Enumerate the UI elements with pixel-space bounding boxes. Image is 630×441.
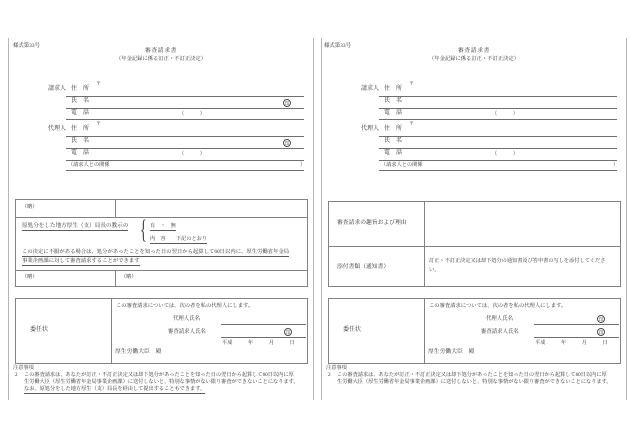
- poa-claimant-name-line: [534, 337, 619, 338]
- poa-table: [328, 298, 621, 364]
- address-label: 住 所: [71, 86, 90, 92]
- agent-label: 代理人: [48, 126, 67, 132]
- agent-address-line: [379, 136, 617, 137]
- form-number: 様式第33号: [13, 43, 40, 49]
- phone-parens: （ ）: [179, 110, 205, 117]
- phone-label: 電 話: [384, 150, 403, 156]
- date-line: 平成 年 月 日: [222, 340, 295, 346]
- name-label: 氏 名: [384, 98, 403, 104]
- attachments-row-label: 添付書類（通知書）: [337, 264, 390, 270]
- addressee: 厚生労働大臣 殿: [115, 349, 162, 355]
- poa-claimant-name-label: 審査請求人氏名: [481, 329, 519, 335]
- poa-claimant-name-label: 審査請求人氏名: [168, 329, 206, 335]
- poa-agent-name-line: [221, 324, 306, 325]
- table-rule: [115, 270, 116, 286]
- relation-label: （請求人との関係: [381, 162, 423, 168]
- claimant-address-line: [379, 96, 617, 97]
- phone-label: 電 話: [71, 150, 90, 156]
- addressee: 厚生労働大臣 殿: [428, 349, 475, 355]
- poa-claimant-name-line: [221, 337, 306, 338]
- seal-icon: 印: [284, 141, 290, 146]
- name-label: 氏 名: [384, 138, 403, 144]
- page-subtitle: （年金記録に係る訂正・不訂正決定）: [428, 56, 520, 62]
- claimant-name-line: [379, 108, 617, 109]
- note-number: 2: [328, 372, 331, 378]
- table-rule: [115, 200, 116, 217]
- poa-agent-name-label: 代理人氏名: [173, 316, 200, 322]
- note-line-underlined: なお、原処分をした地方厚生（支）局長を経由して提出することもできます。: [24, 386, 206, 392]
- brace-glyph: {: [140, 215, 147, 244]
- notes-heading: 注意事項: [13, 365, 34, 371]
- form-page-right: [321, 38, 627, 400]
- form-number: 様式第33号: [324, 43, 351, 49]
- poa-statement: この審査請求については、次の者を私の代理人にします。: [429, 303, 567, 309]
- phone-parens: （ ）: [492, 110, 518, 117]
- address-label: 住 所: [384, 126, 403, 132]
- note-line: この審査請求は、あなたが訂正・不訂正決定又は却下処分があったことを知った日の翌日から起算して60日以内に厚: [337, 372, 607, 378]
- phone-label: 電 話: [71, 110, 90, 116]
- postal-mark-icon: 〒: [96, 82, 102, 87]
- relation-line: [66, 170, 304, 171]
- address-label: 住 所: [384, 86, 403, 92]
- poa-label: 委任状: [343, 327, 362, 333]
- omitted-cell: （略）: [22, 274, 38, 280]
- poa-label: 委任状: [30, 327, 49, 333]
- date-line: 平成 年 月 日: [535, 340, 608, 346]
- agent-label: 代理人: [361, 126, 380, 132]
- note-line: 生労働大臣（厚生労働省年金局事業企画課）に送付しないと、特別な事情がない限り審査ができないことになります。: [24, 379, 299, 385]
- notes-heading: 注意事項: [326, 365, 347, 371]
- poa-agent-name-line: [534, 324, 619, 325]
- attachments-text-line2: い。: [429, 267, 440, 273]
- agent-phone-line: [66, 160, 304, 161]
- table-rule: [424, 202, 425, 286]
- page-title: 審査請求書: [458, 47, 490, 54]
- form-page-left: [8, 38, 314, 400]
- table-rule: [16, 217, 307, 218]
- kyoji-yes-no: 有 ・ 無: [150, 223, 176, 229]
- relation-label: （請求人との関係: [68, 162, 110, 168]
- omitted-cell: （略）: [121, 274, 137, 280]
- seal-icon: 印: [598, 330, 604, 335]
- purpose-row-label: 審査請求の趣旨および理由: [337, 220, 407, 226]
- postal-mark-icon: 〒: [409, 122, 415, 127]
- claimant-address-line: [66, 96, 304, 97]
- relation-close-paren: ）: [300, 162, 306, 168]
- kyoji-label: 原処分をした地方厚生（支）局長の教示の: [22, 223, 128, 231]
- phone-label: 電 話: [384, 110, 403, 116]
- claimant-label: 請求人: [361, 86, 380, 92]
- table-rule: [329, 246, 620, 247]
- omitted-cell: （略）: [22, 204, 38, 210]
- claimant-name-line: [66, 108, 304, 109]
- seal-icon: 印: [284, 101, 290, 106]
- agent-phone-line: [379, 160, 617, 161]
- seal-icon: 印: [598, 317, 604, 322]
- page-subtitle: （年金記録に係る訂正・不訂正決定）: [115, 56, 207, 62]
- relation-close-paren: ）: [613, 162, 619, 168]
- name-label: 氏 名: [71, 138, 90, 144]
- purpose-table: [328, 201, 621, 287]
- postal-mark-icon: 〒: [96, 122, 102, 127]
- table-rule: [16, 270, 307, 271]
- address-label: 住 所: [71, 126, 90, 132]
- note-line: 生労働大臣（厚生労働省年金局事業企画課）に送付しないと、特別な事情がない限り審査ができないことになります。: [337, 379, 612, 385]
- poa-statement: この審査請求については、次の者を私の代理人にします。: [116, 303, 254, 309]
- table-rule: [111, 299, 112, 363]
- note-number: 2: [15, 372, 18, 378]
- poa-agent-name-label: 代理人氏名: [486, 316, 513, 322]
- phone-parens: （ ）: [179, 150, 205, 157]
- relation-line: [379, 170, 617, 171]
- appeal-notice-line1: この決定に不服がある場合は、処分があったことを知った日の翌日から起算して60日以内に、厚生労働省年金局: [22, 249, 289, 257]
- note-line: この審査請求は、あなたが訂正・不訂正決定又は却下処分があったことを知った日の翌日から起算して60日以内に厚: [24, 372, 294, 378]
- claimant-phone-line: [379, 119, 617, 120]
- seal-icon: 印: [285, 330, 291, 335]
- agent-name-line: [379, 148, 617, 149]
- name-label: 氏 名: [71, 98, 90, 104]
- attachments-text-line1: 訂正・不訂正決定又は却下処分の通知書及び答申書の写しを添付してくださ: [429, 258, 606, 264]
- postal-mark-icon: 〒: [409, 82, 415, 87]
- kyoji-table: [15, 199, 308, 287]
- poa-table: [15, 298, 308, 364]
- agent-address-line: [66, 136, 304, 137]
- claimant-label: 請求人: [48, 86, 67, 92]
- page-title: 審査請求書: [145, 47, 177, 54]
- appeal-notice-line2: 事業企画課に対して審査請求することができます: [22, 258, 140, 266]
- kyoji-content: 内 容 下記のとおり: [150, 236, 208, 242]
- agent-name-line: [66, 148, 304, 149]
- phone-parens: （ ）: [492, 150, 518, 157]
- table-rule: [424, 299, 425, 363]
- claimant-phone-line: [66, 119, 304, 120]
